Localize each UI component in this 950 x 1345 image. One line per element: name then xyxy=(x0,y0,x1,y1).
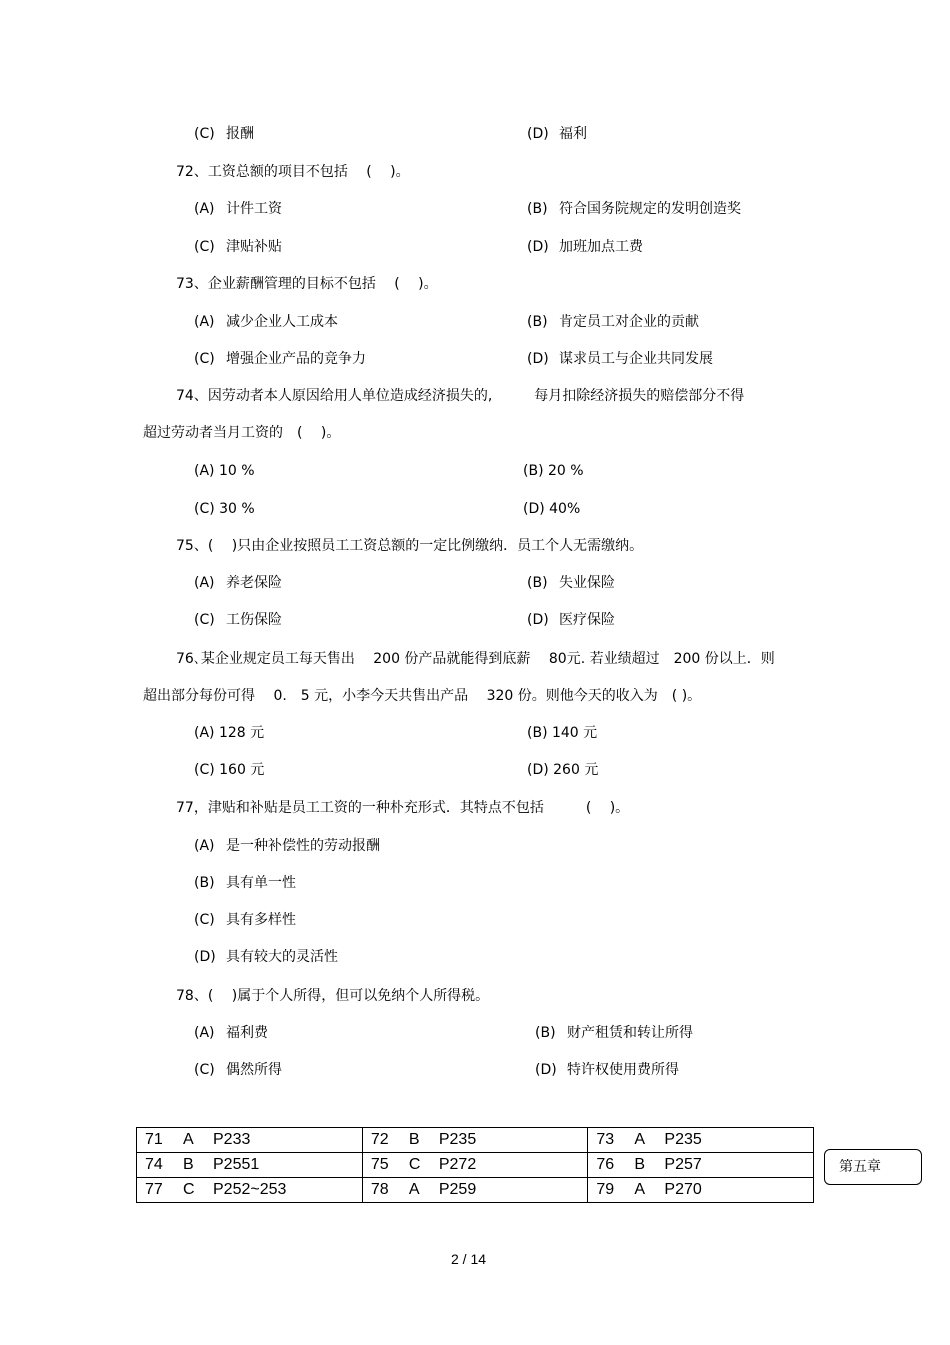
answer-cell: 74 B P2551 xyxy=(137,1153,363,1178)
q72-option-c: (C) 津贴补贴 xyxy=(194,239,282,255)
q75-option-d: (D) 医疗保险 xyxy=(527,612,615,628)
q73-option-a: (A) 减少企业人工成本 xyxy=(194,314,338,330)
chapter-label-box: 第五章 xyxy=(824,1149,922,1185)
q76-option-a: (A) 128 元 xyxy=(194,725,265,741)
table-row xyxy=(137,1178,814,1203)
page-number: 2 / 14 xyxy=(451,1251,487,1267)
q78-stem: 78、( )属于个人所得，但可以免纳个人所得税。 xyxy=(176,988,490,1004)
q76-option-c: (C) 160 元 xyxy=(194,762,265,778)
q77-option-d: (D) 具有较大的灵活性 xyxy=(194,949,338,965)
answer-cell: 77 C P252~253 xyxy=(137,1178,363,1203)
q74-stem-line2: 超过劳动者当月工资的 ( )。 xyxy=(143,425,341,441)
q74-option-d: (D) 40% xyxy=(523,501,581,517)
q77-option-c: (C) 具有多样性 xyxy=(194,912,296,928)
q75-option-b: (B) 失业保险 xyxy=(527,575,615,591)
q78-option-d: (D) 特许权使用费所得 xyxy=(535,1062,679,1078)
q72-option-b: (B) 符合国务院规定的发明创造奖 xyxy=(527,201,741,217)
q78-option-b: (B) 财产租赁和转让所得 xyxy=(535,1025,693,1041)
answer-cell: 78 A P259 xyxy=(362,1178,588,1203)
q73-stem: 73、企业薪酬管理的目标不包括 ( )。 xyxy=(176,276,438,292)
q78-option-c: (C) 偶然所得 xyxy=(194,1062,282,1078)
answer-cell: 71 A P233 xyxy=(137,1128,363,1153)
q78-option-a: (A) 福利费 xyxy=(194,1025,268,1041)
answer-cell: 76 B P257 xyxy=(588,1153,814,1178)
answer-table xyxy=(136,1127,814,1203)
q73-option-b: (B) 肯定员工对企业的贡献 xyxy=(527,314,699,330)
q73-option-d: (D) 谋求员工与企业共同发展 xyxy=(527,351,713,367)
q72-option-a: (A) 计件工资 xyxy=(194,201,282,217)
q76-stem-line2: 超出部分每份可得 0. 5 元，小李今天共售出产品 320 份。则他今天的收入为 ( )。 xyxy=(143,688,702,704)
q77-option-b: (B) 具有单一性 xyxy=(194,875,296,891)
q77-stem: 77，津贴和补贴是员工工资的一种朴充形式．其特点不包括 ( )。 xyxy=(176,800,630,816)
q74-option-b: (B) 20 % xyxy=(523,463,584,479)
q76-option-b: (B) 140 元 xyxy=(527,725,598,741)
q76-stem-line1: 76､某企业规定员工每天售出 200 份产品就能得到底薪 80元. 若业绩超过 200 份以上．则 xyxy=(176,651,775,667)
answer-cell: 79 A P270 xyxy=(588,1178,814,1203)
q75-option-c: (C) 工伤保险 xyxy=(194,612,282,628)
q71-option-d: (D) 福利 xyxy=(527,126,587,142)
q75-stem: 75、( )只由企业按照员工工资总额的一定比例缴纳．员工个人无需缴纳。 xyxy=(176,538,644,554)
q73-option-c: (C) 增强企业产品的竞争力 xyxy=(194,351,366,367)
q72-option-d: (D) 加班加点工费 xyxy=(527,239,643,255)
table-row xyxy=(137,1153,814,1178)
q75-option-a: (A) 养老保险 xyxy=(194,575,282,591)
q77-option-a: (A) 是一种补偿性的劳动报酬 xyxy=(194,838,380,854)
q72-stem: 72、工资总额的项目不包括 ( )。 xyxy=(176,164,410,180)
table-row xyxy=(137,1128,814,1153)
q74-stem-line1: 74、因劳动者本人原因给用人单位造成经济损失的, 每月扣除经济损失的赔偿部分不得 xyxy=(176,388,745,404)
answer-cell: 72 B P235 xyxy=(362,1128,588,1153)
answer-cell: 75 C P272 xyxy=(362,1153,588,1178)
q71-option-c: (C) 报酬 xyxy=(194,126,254,142)
q74-option-c: (C) 30 % xyxy=(194,501,255,517)
q76-option-d: (D) 260 元 xyxy=(527,762,599,778)
answer-cell: 73 A P235 xyxy=(588,1128,814,1153)
q74-option-a: (A) 10 % xyxy=(194,463,255,479)
